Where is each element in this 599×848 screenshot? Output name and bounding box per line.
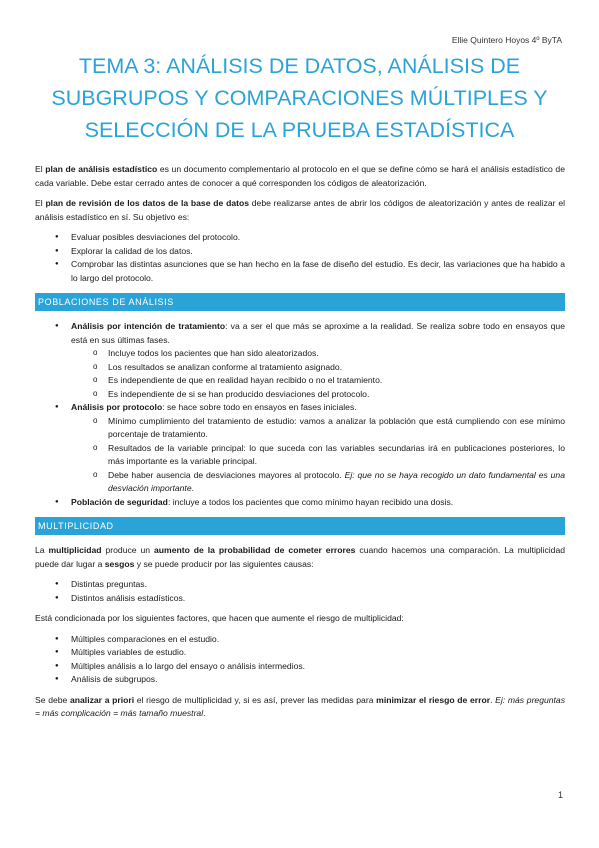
list-item: ● Comprobar las distintas asunciones que se han hecho en la fase de diseño del estudio. Es decir, las variaciones que ha habido a lo largo del protocolo.	[35, 258, 565, 285]
section-heading-poblaciones: POBLACIONES DE ANÁLISIS	[35, 293, 565, 311]
causas-list	[35, 578, 565, 605]
author-header: Ellie Quintero Hoyos 4º ByTA	[451, 35, 562, 45]
document-body	[35, 163, 565, 728]
list-item: ● Distintas preguntas.	[35, 578, 565, 592]
section-heading-multiplicidad: MULTIPLICIDAD	[35, 517, 565, 535]
list-item-seguridad: ● Población de seguridad: incluye a todos los pacientes que como mínimo hayan recibido una dosis.	[35, 496, 565, 510]
list-item: ● Evaluar posibles desviaciones del protocolo.	[35, 231, 565, 245]
list-item: o Resultados de la variable principal: lo que suceda con las variables secundarias irá en publicaciones posteriores, lo más importante es la variable principal.	[71, 442, 565, 469]
factores-list	[35, 633, 565, 687]
list-item: ● Distintos análisis estadísticos.	[35, 592, 565, 606]
intro-paragraph-2: El plan de revisión de los datos de la base de datos debe realizarse antes de abrir los códigos de aleatorización y antes de realizar el análisis estadístico en sí. Su objetivo es:	[35, 198, 566, 222]
multiplicidad-paragraph-2: Está condicionada por los siguientes factores, que hacen que aumente el riesgo de multiplicidad:	[35, 613, 404, 623]
itt-sublist	[71, 347, 565, 401]
list-item: o Es independiente de si se han producido desviaciones del protocolo.	[71, 388, 565, 402]
list-item: ● Múltiples análisis a lo largo del ensayo o análisis intermedios.	[35, 660, 565, 674]
poblaciones-list	[35, 320, 565, 509]
objetivos-list	[35, 231, 565, 285]
intro-paragraph-1: El plan de análisis estadístico es un documento complementario al protocolo en el que se define cómo se hará el análisis estadístico de cada variable. Debe estar cerrado antes de conocer a qué corresponden los códigos de aleatorización.	[35, 164, 565, 188]
multiplicidad-paragraph-1: La multiplicidad produce un aumento de la probabilidad de cometer errores cuando hacemos una comparación. La multiplicidad puede dar lugar a sesgos y se puede producir por las siguientes causas:	[35, 545, 566, 569]
list-item: ● Múltiples variables de estudio.	[35, 646, 565, 660]
page-title: TEMA 3: ANÁLISIS DE DATOS, ANÁLISIS DE SUBGRUPOS Y COMPARACIONES MÚLTIPLES Y SELECCIÓN DE LA PRUEBA ESTADÍSTICA	[51, 54, 548, 142]
list-item: ● Análisis de subgrupos.	[35, 673, 565, 687]
list-item-itt: ● Análisis por intención de tratamiento: va a ser el que más se aproxime a la realidad. Se realiza sobre todo en ensayos que está en sus últimas fases. o Incluye todos los pacientes que han sido aleatorizados. o Los resultados se analizan conforme al tratamiento asignado. o Es independiente de que en realidad hayan recibido o no el tratamiento. o Es independiente de si se han producido desviaciones del protocolo.	[35, 320, 565, 401]
multiplicidad-paragraph-3: Se debe analizar a priori el riesgo de multiplicidad y, si es así, prever las medidas para minimizar el riesgo de error. Ej: más preguntas = más complicación = más tamaño muestral.	[35, 694, 566, 718]
list-item: o Incluye todos los pacientes que han sido aleatorizados.	[71, 347, 565, 361]
list-item: o Mínimo cumplimiento del tratamiento de estudio: vamos a analizar la población que está cumpliendo con ese mínimo porcentaje de tratamiento.	[71, 415, 565, 442]
list-item: o Los resultados se analizan conforme al tratamiento asignado.	[71, 361, 565, 375]
list-item: ● Explorar la calidad de los datos.	[35, 245, 565, 259]
pp-sublist	[71, 415, 565, 496]
page-number: 1	[557, 790, 563, 800]
list-item-pp: ● Análisis por protocolo: se hace sobre todo en ensayos en fases iniciales. o Mínimo cumplimiento del tratamiento de estudio: vamos a analizar la población que está cumpliendo con ese mínimo porcentaje de tratamiento. o Resultados de la variable principal: lo que suceda con las variables secundarias irá en publicaciones posteriores, lo más importante es la variable principal. o Debe haber ausencia de desviaciones mayores al protocolo. Ej: que no se haya recogido un dato fundamental es una desviación importante.	[35, 401, 565, 496]
list-item: o Es independiente de que en realidad hayan recibido o no el tratamiento.	[71, 374, 565, 388]
list-item: o Debe haber ausencia de desviaciones mayores al protocolo. Ej: que no se haya recogido un dato fundamental es una desviación importante.	[71, 469, 565, 496]
list-item: ● Múltiples comparaciones en el estudio.	[35, 633, 565, 647]
